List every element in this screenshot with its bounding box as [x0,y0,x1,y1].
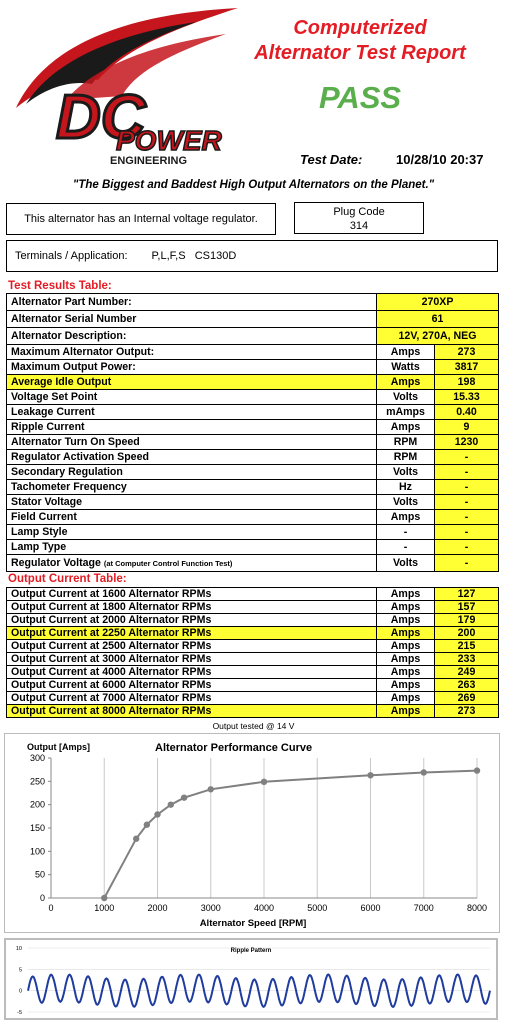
results-unit: Volts [377,390,435,405]
results-value: 9 [435,420,499,435]
output-unit: Amps [377,666,435,679]
logo-engineering: ENGINEERING [110,155,188,167]
results-row [7,495,499,510]
chart-data-point [261,779,267,785]
results-row-serial-number [7,311,499,328]
output-row [7,601,499,614]
output-label: Output Current at 3000 Alternator RPMs [7,653,377,666]
output-row [7,679,499,692]
test-results-title: Test Results Table: [8,280,112,292]
performance-curve-chart [4,733,500,933]
chart-x-tick-label: 0 [48,903,54,913]
results-value: - [435,525,499,540]
results-value: 3817 [435,360,499,375]
results-label: Average Idle Output [7,375,377,390]
chart-x-tick-label: 8000 [466,903,488,913]
output-unit: Amps [377,601,435,614]
chart-data-point [181,794,187,800]
test-results-table [6,293,499,572]
output-row [7,653,499,666]
results-label: Lamp Type [7,540,377,555]
results-value: - [435,450,499,465]
results-row [7,405,499,420]
output-unit: Amps [377,627,435,640]
results-row-description [7,328,499,345]
report-title-line2: Alternator Test Report [254,42,466,64]
results-unit: - [377,525,435,540]
chart-y-tick-label: 100 [29,846,45,857]
chart-title: Alternator Performance Curve [155,742,313,754]
results-row [7,360,499,375]
regulator-voltage-note: (at Computer Control Function Test) [103,559,233,568]
output-tested-note: Output tested @ 14 V [212,721,295,731]
chart-data-point [168,801,174,807]
report-title [250,16,470,66]
chart-x-tick-label: 2000 [147,903,168,913]
output-unit: Amps [377,692,435,705]
results-value: 1230 [435,435,499,450]
results-label [7,555,377,572]
ripple-y-tick-label: -5 [17,1010,22,1016]
report-title-line1: Computerized [293,17,427,39]
results-value: 198 [435,375,499,390]
output-row [7,705,499,718]
results-label: Regulator Activation Speed [7,450,377,465]
results-label: Leakage Current [7,405,377,420]
results-row [7,510,499,525]
results-unit: Hz [377,480,435,495]
output-value: 269 [435,692,499,705]
results-row [7,420,499,435]
results-row [7,390,499,405]
results-label: Stator Voltage [7,495,377,510]
output-value: 249 [435,666,499,679]
plug-code-label: Plug Code [333,206,385,218]
results-row [7,345,499,360]
chart-x-axis-label: Alternator Speed [RPM] [199,918,307,929]
output-row [7,692,499,705]
results-label: Maximum Alternator Output: [7,345,377,360]
chart-series-line [104,771,477,898]
chart-data-point [154,811,160,817]
output-unit: Amps [377,653,435,666]
results-row [7,525,499,540]
plug-code-value: 314 [349,220,369,232]
output-unit: Amps [377,679,435,692]
results-unit: Volts [377,495,435,510]
results-unit: Amps [377,420,435,435]
results-label: Ripple Current [7,420,377,435]
output-unit: Amps [377,614,435,627]
ripple-y-tick-label: 10 [15,946,22,952]
results-unit: - [377,540,435,555]
results-row [7,540,499,555]
results-label: Voltage Set Point [7,390,377,405]
results-value: 15.33 [435,390,499,405]
output-value: 263 [435,679,499,692]
results-value: 273 [435,345,499,360]
output-unit: Amps [377,640,435,653]
results-value: 270XP [377,294,499,311]
terminals-label: Terminals / Application: [15,250,128,262]
output-row [7,640,499,653]
output-value: 127 [435,588,499,601]
results-unit: RPM [377,450,435,465]
output-label: Output Current at 1600 Alternator RPMs [7,588,377,601]
output-value: 200 [435,627,499,640]
output-row [7,627,499,640]
results-row [7,480,499,495]
output-label: Output Current at 6000 Alternator RPMs [7,679,377,692]
chart-data-point [367,772,373,778]
chart-data-point [421,769,427,775]
chart-x-tick-label: 3000 [200,903,221,913]
results-label: Alternator Part Number: [7,294,377,311]
results-label: Alternator Description: [7,328,377,345]
results-unit: Volts [377,465,435,480]
output-row [7,666,499,679]
results-row [7,435,499,450]
output-label: Output Current at 7000 Alternator RPMs [7,692,377,705]
output-value: 233 [435,653,499,666]
dc-power-logo [6,4,246,172]
results-label: Tachometer Frequency [7,480,377,495]
chart-data-point [101,895,107,901]
test-date-value: 10/28/10 20:37 [396,152,484,167]
output-row [7,614,499,627]
results-unit: RPM [377,435,435,450]
chart-data-point [133,836,139,842]
plug-code-box [294,202,424,234]
results-value: 61 [377,311,499,328]
output-label: Output Current at 2250 Alternator RPMs [7,627,377,640]
regulator-voltage-label: Regulator Voltage [11,557,101,569]
results-value: - [435,555,499,572]
logo-power: POWER [116,125,222,156]
logo-dc: DC [56,83,146,152]
terminals-value: P,L,F,S CS130D [151,250,237,262]
chart-y-tick-label: 0 [39,893,45,903]
ripple-y-tick-label: 0 [18,988,22,995]
output-unit: Amps [377,705,435,718]
results-unit: mAmps [377,405,435,420]
results-unit: Amps [377,510,435,525]
ripple-pattern-chart [4,938,498,1020]
chart-y-tick-label: 200 [29,799,45,810]
results-label: Alternator Serial Number [7,311,377,328]
test-date-label: Test Date: [300,152,363,167]
terminals-box [6,240,498,272]
output-current-title: Output Current Table: [8,573,127,585]
output-value: 157 [435,601,499,614]
slogan: "The Biggest and Baddest High Output Alternators on the Planet." [72,179,435,191]
ripple-chart-title: Ripple Pattern [230,948,272,954]
output-label: Output Current at 1800 Alternator RPMs [7,601,377,614]
chart-data-point [474,767,480,773]
output-label: Output Current at 8000 Alternator RPMs [7,705,377,718]
results-value: - [435,480,499,495]
chart-data-point [144,822,150,828]
chart-x-tick-label: 1000 [94,903,115,913]
output-current-table [6,587,499,718]
output-row [7,588,499,601]
output-unit: Amps [377,588,435,601]
output-label: Output Current at 4000 Alternator RPMs [7,666,377,679]
output-value: 273 [435,705,499,718]
output-label: Output Current at 2500 Alternator RPMs [7,640,377,653]
results-unit: Volts [377,555,435,572]
results-label: Maximum Output Power: [7,360,377,375]
results-row [7,450,499,465]
results-row [7,375,499,390]
results-label: Alternator Turn On Speed [7,435,377,450]
results-row [7,465,499,480]
output-label: Output Current at 2000 Alternator RPMs [7,614,377,627]
regulator-text: This alternator has an Internal voltage regulator. [24,213,258,225]
output-value: 215 [435,640,499,653]
chart-y-tick-label: 300 [29,753,45,763]
chart-x-tick-label: 4000 [253,903,275,913]
regulator-info-box [6,203,276,235]
results-value: - [435,495,499,510]
results-row-regulator-voltage [7,555,499,572]
results-value: 12V, 270A, NEG [377,328,499,345]
results-unit: Watts [377,360,435,375]
results-value: - [435,465,499,480]
chart-y-tick-label: 50 [34,869,45,880]
results-value: - [435,540,499,555]
ripple-y-tick-label: 5 [18,967,22,974]
results-label: Secondary Regulation [7,465,377,480]
chart-y-tick-label: 250 [29,776,45,787]
chart-x-tick-label: 5000 [307,903,328,913]
results-row-part-number [7,294,499,311]
pass-status: PASS [318,80,402,115]
chart-data-point [208,786,214,792]
results-label: Lamp Style [7,525,377,540]
performance-curve-svg [5,734,501,934]
results-value: 0.40 [435,405,499,420]
results-unit: Amps [377,345,435,360]
results-unit: Amps [377,375,435,390]
output-value: 179 [435,614,499,627]
chart-x-tick-label: 6000 [360,903,381,913]
results-label: Field Current [7,510,377,525]
results-value: - [435,510,499,525]
chart-y-tick-label: 150 [29,823,45,833]
chart-y-axis-label: Output [Amps] [27,742,90,752]
chart-x-tick-label: 7000 [413,903,434,913]
